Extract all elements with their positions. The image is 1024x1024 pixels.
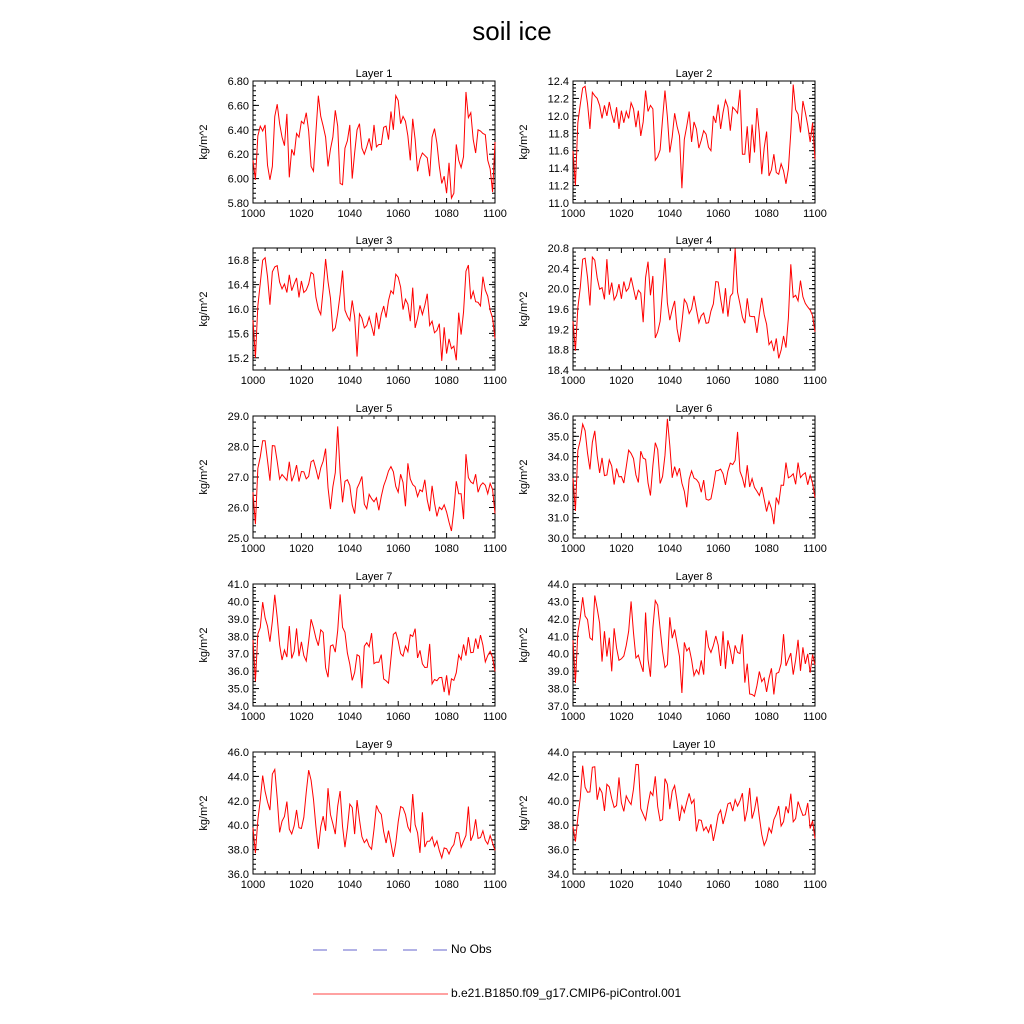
series-line <box>253 769 495 857</box>
x-tick-label: 1100 <box>803 375 827 387</box>
x-tick-label: 1100 <box>483 879 507 891</box>
x-tick-label: 1020 <box>289 879 314 891</box>
y-tick-label: 11.6 <box>548 145 569 158</box>
x-tick-label: 1100 <box>803 208 827 220</box>
x-tick-label: 1080 <box>754 711 779 723</box>
y-tick-label: 40.0 <box>547 795 569 808</box>
x-tick-label: 1000 <box>240 375 266 387</box>
plot-frame <box>253 248 495 370</box>
y-tick-label: 44.0 <box>547 747 569 759</box>
panel-6 <box>518 403 827 555</box>
x-tick-label: 1020 <box>609 375 634 387</box>
plot-frame <box>573 248 815 370</box>
x-tick-label: 1020 <box>609 208 634 220</box>
series-line <box>573 84 815 188</box>
y-tick-label: 35.0 <box>547 431 569 444</box>
y-axis-label: kg/m^2 <box>518 291 530 327</box>
y-tick-label: 6.60 <box>227 100 249 113</box>
y-tick-label: 34.0 <box>547 451 569 464</box>
y-tick-label: 41.0 <box>547 631 569 644</box>
y-tick-label: 37.0 <box>547 701 569 713</box>
x-tick-label: 1100 <box>483 711 507 723</box>
x-tick-label: 1000 <box>240 543 266 555</box>
panel-title: Layer 9 <box>355 739 393 751</box>
plot-frame <box>253 416 495 538</box>
x-tick-label: 1040 <box>337 375 363 387</box>
panel-10 <box>518 739 827 891</box>
y-tick-label: 20.8 <box>547 243 569 255</box>
panel-title: Layer 7 <box>355 571 393 583</box>
plot-frame <box>573 81 815 203</box>
y-tick-label: 16.0 <box>227 304 249 316</box>
y-tick-label: 42.0 <box>547 613 569 626</box>
x-tick-label: 1040 <box>657 375 683 387</box>
x-tick-label: 1100 <box>483 543 507 555</box>
y-tick-label: 30.0 <box>547 533 569 545</box>
y-tick-label: 16.4 <box>227 279 249 292</box>
chart-title: soil ice <box>472 16 552 46</box>
x-tick-label: 1020 <box>289 375 314 387</box>
y-tick-label: 5.80 <box>227 198 249 210</box>
plot-frame <box>253 584 495 706</box>
x-tick-label: 1000 <box>560 375 586 387</box>
y-tick-label: 39.0 <box>547 666 569 679</box>
y-axis-label: kg/m^2 <box>518 124 530 160</box>
series-line <box>573 596 815 697</box>
y-tick-label: 34.0 <box>547 869 569 881</box>
x-tick-label: 1100 <box>803 543 827 555</box>
x-tick-label: 1000 <box>240 879 266 891</box>
y-axis-label: kg/m^2 <box>518 627 530 663</box>
y-tick-label: 15.2 <box>227 352 249 365</box>
y-tick-label: 20.0 <box>547 283 569 296</box>
x-tick-label: 1060 <box>385 543 411 555</box>
y-tick-label: 12.0 <box>547 110 569 123</box>
x-tick-label: 1060 <box>385 711 411 723</box>
plot-frame <box>253 81 495 203</box>
x-tick-label: 1020 <box>289 711 314 723</box>
panel-title: Layer 6 <box>675 403 713 415</box>
x-tick-label: 1040 <box>337 208 363 220</box>
series-line <box>573 419 815 524</box>
x-tick-label: 1000 <box>560 208 586 220</box>
panel-8 <box>518 571 827 723</box>
panel-title: Layer 8 <box>675 571 713 583</box>
y-tick-label: 38.0 <box>227 844 249 857</box>
y-tick-label: 19.6 <box>547 304 569 316</box>
y-axis-label: kg/m^2 <box>198 459 210 495</box>
y-axis-label: kg/m^2 <box>198 124 210 160</box>
x-tick-label: 1040 <box>657 711 683 723</box>
x-tick-label: 1040 <box>657 879 683 891</box>
x-tick-label: 1080 <box>754 375 779 387</box>
x-tick-label: 1040 <box>337 543 363 555</box>
y-tick-label: 35.0 <box>227 683 249 696</box>
y-tick-label: 18.8 <box>547 344 569 357</box>
y-tick-label: 11.8 <box>548 128 569 141</box>
y-tick-label: 31.0 <box>547 512 569 525</box>
x-tick-label: 1040 <box>657 208 683 220</box>
y-tick-label: 32.0 <box>547 492 569 505</box>
y-tick-label: 40.0 <box>547 648 569 661</box>
panel-1 <box>198 68 507 220</box>
panel-title: Layer 5 <box>355 403 393 415</box>
legend-obs-label: No Obs <box>451 942 492 956</box>
plot-frame <box>573 752 815 874</box>
y-tick-label: 46.0 <box>227 747 249 759</box>
x-tick-label: 1020 <box>609 711 634 723</box>
y-tick-label: 11.4 <box>548 163 569 176</box>
y-tick-label: 11.0 <box>548 198 569 210</box>
x-tick-label: 1000 <box>560 543 586 555</box>
y-tick-label: 36.0 <box>227 869 249 881</box>
panel-title: Layer 2 <box>675 68 713 80</box>
y-axis-label: kg/m^2 <box>198 291 210 327</box>
x-tick-label: 1060 <box>385 879 411 891</box>
y-axis-label: kg/m^2 <box>518 795 530 831</box>
y-tick-label: 27.0 <box>227 472 249 484</box>
panel-5 <box>198 403 507 555</box>
y-tick-label: 6.00 <box>227 173 249 186</box>
y-tick-label: 15.6 <box>227 328 249 341</box>
panel-7 <box>198 571 507 723</box>
y-axis-label: kg/m^2 <box>198 627 210 663</box>
x-tick-label: 1060 <box>385 208 411 220</box>
x-tick-label: 1080 <box>434 879 459 891</box>
y-tick-label: 6.80 <box>227 76 249 88</box>
legend-model-label: b.e21.B1850.f09_g17.CMIP6-piControl.001 <box>451 986 682 1000</box>
x-tick-label: 1080 <box>434 711 459 723</box>
x-tick-label: 1100 <box>483 375 507 387</box>
x-tick-label: 1000 <box>560 711 586 723</box>
panel-2 <box>518 68 827 220</box>
y-tick-label: 39.0 <box>227 613 249 626</box>
y-tick-label: 20.4 <box>547 263 569 276</box>
series-line <box>253 258 495 361</box>
y-tick-label: 36.0 <box>547 411 569 423</box>
series-line <box>573 764 815 845</box>
y-tick-label: 16.8 <box>227 255 249 268</box>
x-tick-label: 1020 <box>609 879 634 891</box>
y-tick-label: 34.0 <box>227 701 249 713</box>
y-tick-label: 37.0 <box>227 648 249 661</box>
y-tick-label: 6.20 <box>227 149 249 162</box>
y-tick-label: 18.4 <box>547 365 569 377</box>
x-tick-label: 1080 <box>434 543 459 555</box>
x-tick-label: 1100 <box>483 208 507 220</box>
x-tick-label: 1060 <box>705 375 731 387</box>
panel-3 <box>198 235 507 387</box>
series-line <box>253 92 495 198</box>
y-tick-label: 44.0 <box>547 579 569 591</box>
x-tick-label: 1080 <box>754 208 779 220</box>
x-tick-label: 1060 <box>385 375 411 387</box>
y-tick-label: 12.4 <box>547 76 569 88</box>
x-tick-label: 1040 <box>657 543 683 555</box>
y-tick-label: 25.0 <box>227 533 249 545</box>
series-line <box>253 594 495 695</box>
x-tick-label: 1080 <box>434 208 459 220</box>
y-tick-label: 6.40 <box>227 124 249 137</box>
y-tick-label: 41.0 <box>227 579 249 591</box>
y-axis-label: kg/m^2 <box>518 459 530 495</box>
plot-frame <box>253 752 495 874</box>
y-tick-label: 38.0 <box>227 631 249 644</box>
x-tick-label: 1020 <box>609 543 634 555</box>
y-tick-label: 28.0 <box>227 441 249 454</box>
x-tick-label: 1080 <box>754 879 779 891</box>
y-tick-label: 36.0 <box>547 844 569 857</box>
x-tick-label: 1060 <box>705 208 731 220</box>
panel-title: Layer 4 <box>675 235 713 247</box>
series-line <box>573 249 815 359</box>
y-tick-label: 38.0 <box>547 683 569 696</box>
panel-title: Layer 10 <box>672 739 716 751</box>
y-tick-label: 19.2 <box>547 324 569 337</box>
y-tick-label: 33.0 <box>547 472 569 484</box>
y-tick-label: 40.0 <box>227 820 249 833</box>
panel-title: Layer 3 <box>355 235 393 247</box>
y-tick-label: 12.2 <box>547 93 569 106</box>
y-tick-label: 11.2 <box>548 180 569 193</box>
y-axis-label: kg/m^2 <box>198 795 210 831</box>
x-tick-label: 1060 <box>705 711 731 723</box>
x-tick-label: 1080 <box>434 375 459 387</box>
y-tick-label: 36.0 <box>227 666 249 679</box>
x-tick-label: 1000 <box>560 879 586 891</box>
plot-frame <box>573 584 815 706</box>
y-tick-label: 40.0 <box>227 596 249 609</box>
x-tick-label: 1020 <box>289 543 314 555</box>
panel-9 <box>198 739 507 891</box>
x-tick-label: 1080 <box>754 543 779 555</box>
x-tick-label: 1100 <box>803 879 827 891</box>
y-tick-label: 26.0 <box>227 502 249 515</box>
x-tick-label: 1100 <box>803 711 827 723</box>
y-tick-label: 42.0 <box>227 795 249 808</box>
y-tick-label: 44.0 <box>227 771 249 784</box>
x-tick-label: 1020 <box>289 208 314 220</box>
panel-4 <box>518 235 827 387</box>
x-tick-label: 1060 <box>705 879 731 891</box>
x-tick-label: 1040 <box>337 711 363 723</box>
y-tick-label: 42.0 <box>547 771 569 784</box>
panel-title: Layer 1 <box>355 68 393 80</box>
x-tick-label: 1000 <box>240 208 266 220</box>
x-tick-label: 1040 <box>337 879 363 891</box>
y-tick-label: 38.0 <box>547 820 569 833</box>
y-tick-label: 43.0 <box>547 596 569 609</box>
x-tick-label: 1000 <box>240 711 266 723</box>
series-line <box>253 426 495 531</box>
x-tick-label: 1060 <box>705 543 731 555</box>
y-tick-label: 29.0 <box>227 411 249 423</box>
